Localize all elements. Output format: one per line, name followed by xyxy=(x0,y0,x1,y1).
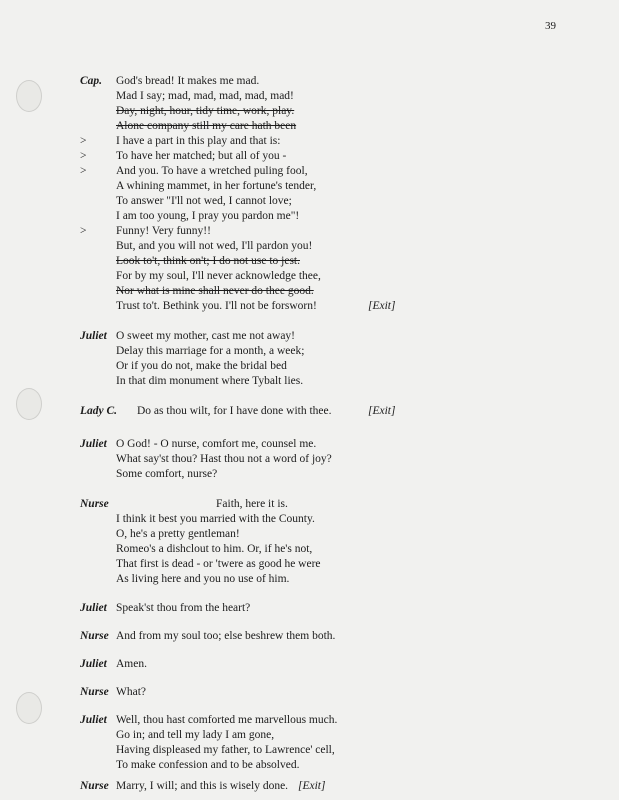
script-line: I am too young, I pray you pardon me"! xyxy=(116,210,300,222)
speaker-label: Lady C. xyxy=(80,405,118,417)
punch-hole xyxy=(16,388,42,420)
margin-marker: > xyxy=(80,150,87,162)
script-line: Trust to't. Bethink you. I'll not be forsworn! xyxy=(116,300,317,312)
script-line: In that dim monument where Tybalt lies. xyxy=(116,375,304,387)
script-line: Go in; and tell my lady I am gone, xyxy=(116,729,275,741)
script-line: O, he's a pretty gentleman! xyxy=(116,528,240,540)
margin-marker: > xyxy=(80,225,87,237)
script-line: To make confession and to be absolved. xyxy=(116,759,300,771)
speaker-label: Juliet xyxy=(80,658,107,670)
script-line: To answer "I'll not wed, I cannot love; xyxy=(116,195,292,207)
script-line: But, and you will not wed, I'll pardon you! xyxy=(116,240,313,252)
script-line: What say'st thou? Hast thou not a word of joy? xyxy=(116,453,332,465)
script-line: I have a part in this play and that is: xyxy=(116,135,281,147)
script-line: Some comfort, nurse? xyxy=(116,468,218,480)
script-line: O sweet my mother, cast me not away! xyxy=(116,330,296,342)
script-line: That first is dead - or 'twere as good he were xyxy=(116,558,321,570)
punch-hole xyxy=(16,80,42,112)
script-line: Or if you do not, make the bridal bed xyxy=(116,360,287,372)
stage-direction: [Exit] xyxy=(368,300,396,312)
struck-line: Day, night, hour, tidy time, work, play. xyxy=(116,105,295,117)
script-line: And from my soul too; else beshrew them both. xyxy=(116,630,336,642)
script-line: What? xyxy=(116,686,147,698)
speaker-label: Cap. xyxy=(80,75,103,87)
page-number: 39 xyxy=(545,20,556,32)
script-line: A whining mammet, in her fortune's tender, xyxy=(116,180,317,192)
script-line: God's bread! It makes me mad. xyxy=(116,75,260,87)
speaker-label: Juliet xyxy=(80,438,107,450)
script-line: I think it best you married with the County. xyxy=(116,513,315,525)
script-line: Mad I say; mad, mad, mad, mad, mad! xyxy=(116,90,294,102)
script-line: To have her matched; but all of you - xyxy=(116,150,287,162)
punch-hole xyxy=(16,692,42,724)
speaker-label: Nurse xyxy=(80,498,109,510)
speaker-label: Nurse xyxy=(80,780,109,792)
script-line: Amen. xyxy=(116,658,147,670)
script-line: Speak'st thou from the heart? xyxy=(116,602,251,614)
script-line: As living here and you no use of him. xyxy=(116,573,290,585)
script-line: Well, thou hast comforted me marvellous much. xyxy=(116,714,338,726)
speaker-label: Juliet xyxy=(80,714,107,726)
stage-direction: [Exit] xyxy=(298,780,326,792)
stage-direction: [Exit] xyxy=(368,405,396,417)
speaker-label: Nurse xyxy=(80,630,109,642)
struck-line: Nor what is mine shall never do thee good. xyxy=(116,285,314,297)
struck-line: Look to't, think on't; I do not use to jest. xyxy=(116,255,300,267)
struck-line: Alone company still my care hath been xyxy=(116,120,297,132)
margin-marker: > xyxy=(80,135,87,147)
script-line: Romeo's a dishclout to him. Or, if he's not, xyxy=(116,543,313,555)
speaker-label: Nurse xyxy=(80,686,109,698)
script-line: Having displeased my father, to Lawrence' cell, xyxy=(116,744,335,756)
script-line: Funny! Very funny!! xyxy=(116,225,211,237)
script-line: Faith, here it is. xyxy=(216,498,288,510)
script-line: O God! - O nurse, comfort me, counsel me. xyxy=(116,438,317,450)
script-line: Marry, I will; and this is wisely done. xyxy=(116,780,289,792)
margin-marker: > xyxy=(80,165,87,177)
speaker-label: Juliet xyxy=(80,330,107,342)
script-line: For by my soul, I'll never acknowledge thee, xyxy=(116,270,321,282)
script-line: Do as thou wilt, for I have done with thee. xyxy=(137,405,332,417)
speaker-label: Juliet xyxy=(80,602,107,614)
script-line: And you. To have a wretched puling fool, xyxy=(116,165,308,177)
script-line: Delay this marriage for a month, a week; xyxy=(116,345,305,357)
